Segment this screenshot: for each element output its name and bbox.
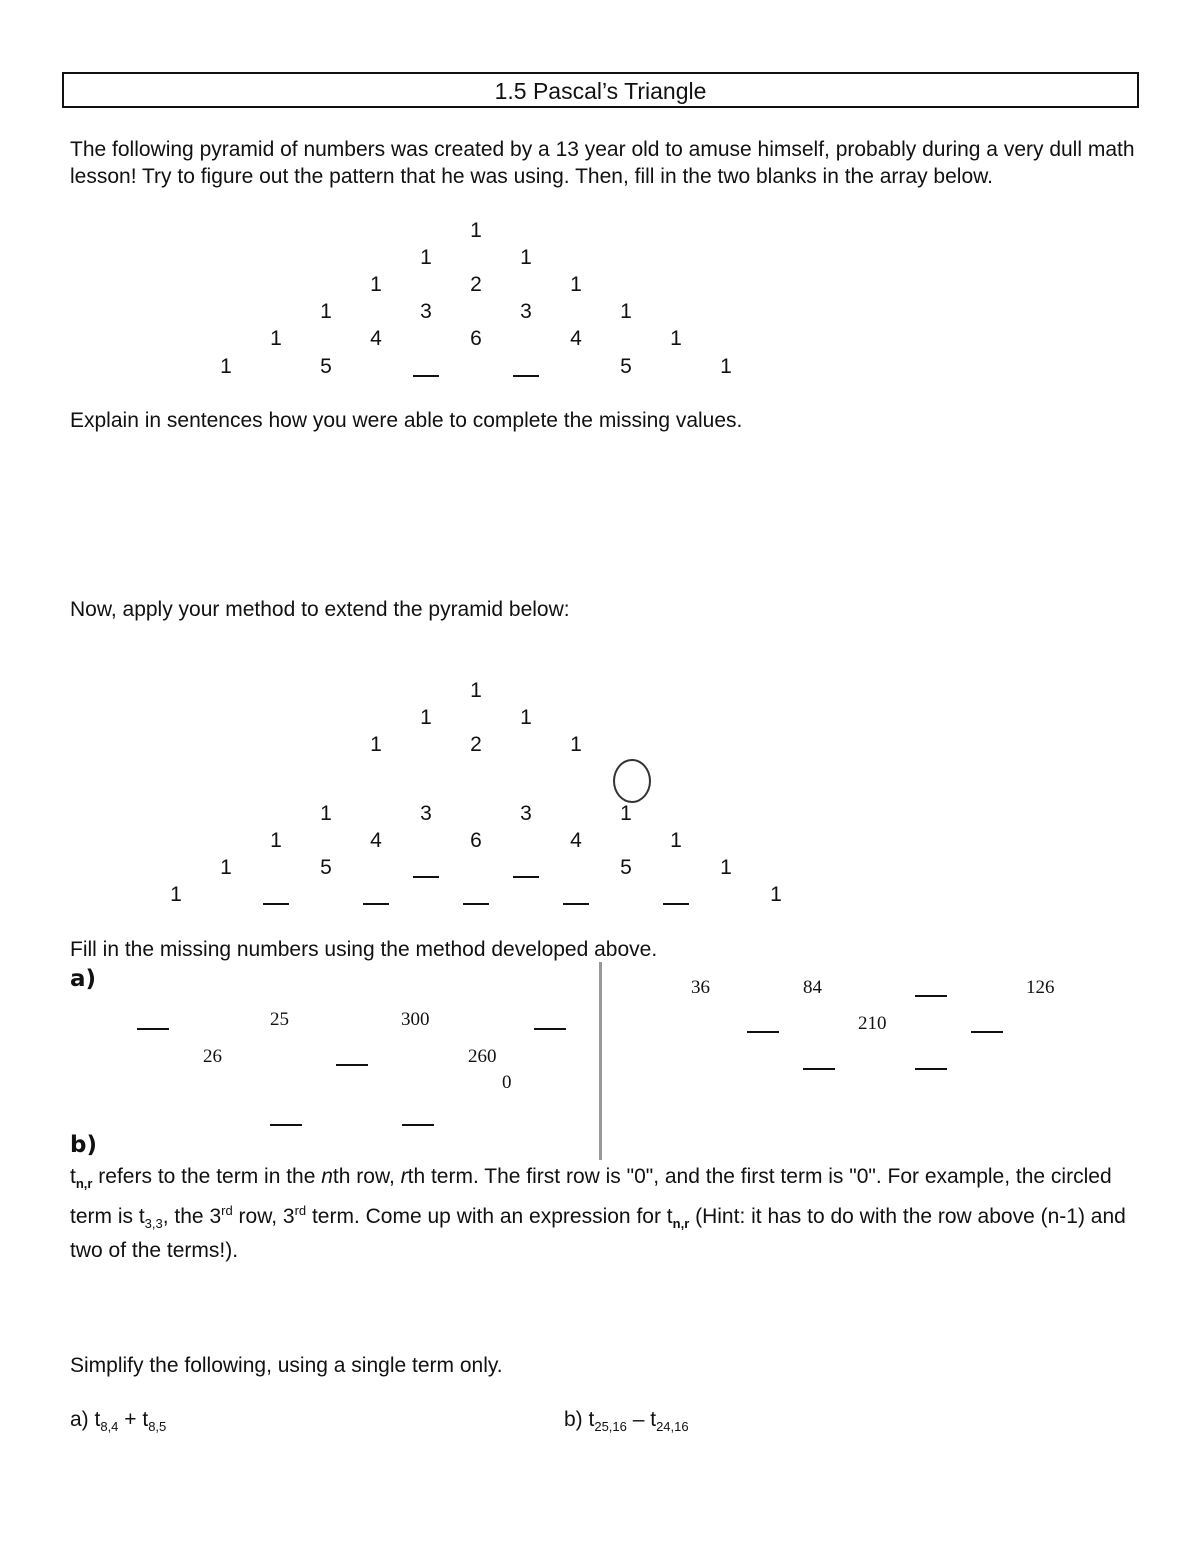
pyramid-number: 2	[470, 733, 482, 756]
pyramid-number: 1	[720, 856, 732, 879]
pyramid-number: 4	[570, 829, 582, 852]
pyramid-number: 1	[670, 829, 682, 852]
puzzle-value: 26	[203, 1046, 222, 1067]
puzzle-value: 25	[270, 1009, 289, 1030]
pyramid-number: 1	[620, 802, 632, 825]
puzzle-value: 300	[401, 1009, 430, 1030]
blank-answer[interactable]	[363, 903, 389, 905]
pyramid-number: 3	[520, 802, 532, 825]
puzzle-value: 84	[803, 977, 822, 998]
circled-term-marker	[613, 759, 651, 803]
blank-answer[interactable]	[513, 375, 539, 377]
blank-answer[interactable]	[137, 1028, 169, 1030]
blank-answer[interactable]	[336, 1064, 368, 1066]
pyramid-number: 2	[470, 273, 482, 296]
blank-answer[interactable]	[413, 375, 439, 377]
pyramid-number: 1	[370, 733, 382, 756]
pyramid-number: 1	[220, 856, 232, 879]
pyramid-number: 1	[620, 300, 632, 323]
pyramid-number: 1	[220, 355, 232, 378]
puzzle-value: 260	[468, 1046, 497, 1067]
blank-answer[interactable]	[803, 1068, 835, 1070]
blank-answer[interactable]	[270, 1124, 302, 1126]
pyramid-number: 1	[320, 802, 332, 825]
pyramid-number: 5	[620, 355, 632, 378]
puzzle-value: 36	[691, 977, 710, 998]
blank-answer[interactable]	[463, 903, 489, 905]
pyramid-number: 4	[370, 327, 382, 350]
puzzle-value: 210	[858, 1013, 887, 1034]
fill-prompt: Fill in the missing numbers using the method developed above.	[70, 938, 658, 961]
simplify-question-a: a) $t_{8,4} + t_{8,5}$	[70, 1408, 167, 1435]
pyramid-number: 4	[370, 829, 382, 852]
pyramid-number: 3	[520, 300, 532, 323]
pyramid-number: 3	[420, 802, 432, 825]
blank-answer[interactable]	[263, 903, 289, 905]
pyramid-number: 6	[470, 829, 482, 852]
pyramid-number: 1	[470, 219, 482, 242]
blank-answer[interactable]	[663, 903, 689, 905]
pyramid-number: 1	[420, 706, 432, 729]
pyramid-number: 6	[470, 327, 482, 350]
pyramid-number: 5	[320, 856, 332, 879]
pyramid-number: 1	[570, 273, 582, 296]
pyramid-number: 1	[720, 355, 732, 378]
blank-answer[interactable]	[513, 876, 539, 878]
blank-answer[interactable]	[402, 1124, 434, 1126]
blank-answer[interactable]	[915, 995, 947, 997]
pyramid-number: 1	[370, 273, 382, 296]
blank-answer[interactable]	[747, 1031, 779, 1033]
pyramid-number: 1	[270, 829, 282, 852]
pyramid-number: 1	[320, 300, 332, 323]
explain-prompt: Explain in sentences how you were able to complete the missing values.	[70, 409, 743, 432]
blank-answer[interactable]	[971, 1031, 1003, 1033]
intro-paragraph: The following pyramid of numbers was created by a 13 year old to amuse himself, probably during a very dull math lesson! Try to figure out the pattern that he was using. Then, fill in the two blanks in the array below.	[70, 138, 1135, 188]
pyramid-number: 1	[570, 733, 582, 756]
part-b-label: b)	[70, 1132, 97, 1158]
pyramid-number: 1	[670, 327, 682, 350]
puzzle-value: 0	[502, 1072, 512, 1093]
blank-answer[interactable]	[563, 903, 589, 905]
blank-answer[interactable]	[413, 876, 439, 878]
simplify-question-b: b) $t_{25,16} - t_{24,16}$	[564, 1408, 689, 1435]
pyramid-number: 3	[420, 300, 432, 323]
pyramid-number: 1	[520, 246, 532, 269]
pyramid-number: 5	[320, 355, 332, 378]
pyramid-number: 4	[570, 327, 582, 350]
blank-answer[interactable]	[534, 1028, 566, 1030]
part-a-label: a)	[70, 966, 97, 992]
pyramid-number: 1	[270, 327, 282, 350]
pyramid-number: 1	[770, 883, 782, 906]
page-title: 1.5 Pascal’s Triangle	[62, 72, 1139, 108]
puzzle-value: 126	[1026, 977, 1055, 998]
pyramid-number: 5	[620, 856, 632, 879]
part-b-paragraph: $t_{n,r}$ refers to the term in the nth row, rth term. The first row is "0", and the first term is "0". For example, the circled term is $t_{3,3}$, the 3rd row, 3rd term. Come up with an expression for $t_{n,r}$ (Hint: it has to do with the row above (n-1) and two of the terms!).	[70, 1165, 1126, 1263]
blank-answer[interactable]	[915, 1068, 947, 1070]
extend-prompt: Now, apply your method to extend the pyramid below:	[70, 598, 570, 621]
pyramid-number: 1	[170, 883, 182, 906]
column-divider	[599, 962, 602, 1160]
simplify-prompt: Simplify the following, using a single term only.	[70, 1354, 503, 1377]
pyramid-number: 1	[420, 246, 432, 269]
pyramid-number: 1	[520, 706, 532, 729]
pyramid-number: 1	[470, 679, 482, 702]
